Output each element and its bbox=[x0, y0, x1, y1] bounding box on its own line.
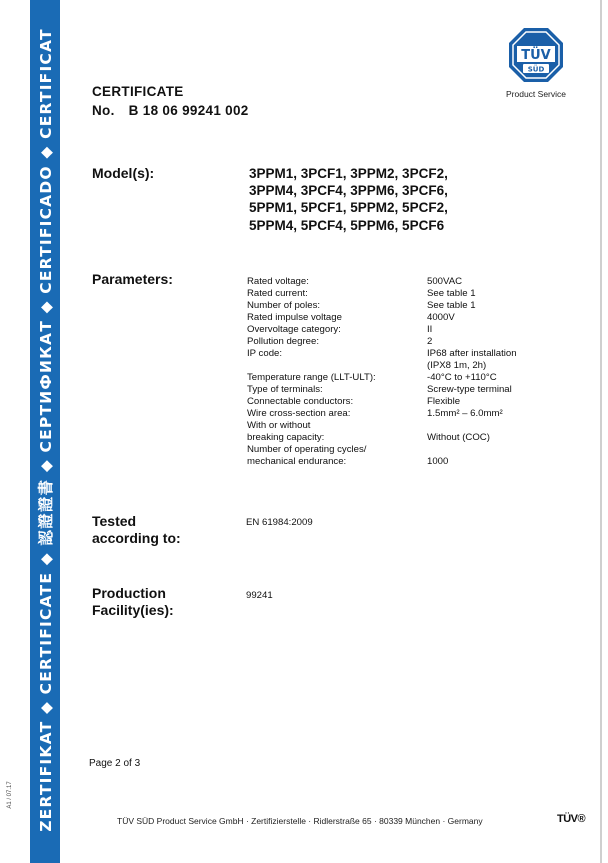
form-code: A1 / 07.17 bbox=[7, 781, 13, 809]
parameter-names bbox=[247, 276, 422, 468]
logo-caption: Product Service bbox=[506, 89, 566, 99]
parameter-name: Rated voltage: bbox=[247, 276, 309, 287]
parameter-value: 2 bbox=[427, 336, 433, 347]
parameter-value: Without (COC) bbox=[427, 432, 490, 443]
certificate-number-line bbox=[92, 103, 249, 118]
parameter-name bbox=[247, 360, 422, 372]
models-list bbox=[249, 165, 448, 234]
parameter-name: Rated impulse voltage bbox=[247, 312, 342, 323]
certificate-number: B 18 06 99241 002 bbox=[128, 103, 249, 118]
models-line: 3PPM4, 3PCF4, 3PPM6, 3PCF6, bbox=[249, 183, 448, 199]
parameter-value: 500VAC bbox=[427, 276, 463, 287]
models-label: Model(s): bbox=[92, 165, 155, 181]
parameters-label: Parameters: bbox=[92, 271, 173, 287]
footer-address: TÜV SÜD Product Service GmbH · Zertifizierstelle · Ridlerstraße 65 · 80339 München · Germany bbox=[117, 816, 483, 826]
tested-label-line1: Tested bbox=[92, 513, 137, 529]
parameter-name: Temperature range (LLT-ULT): bbox=[247, 372, 376, 383]
tested-label-line2: according to: bbox=[92, 530, 181, 546]
parameter-value bbox=[427, 420, 577, 432]
logo-sub-text: SÜD bbox=[527, 65, 545, 74]
parameter-value: 1.5mm² – 6.0mm² bbox=[427, 408, 503, 419]
models-line: 5PPM1, 5PCF1, 5PPM2, 5PCF2, bbox=[249, 200, 448, 216]
parameter-value: See table 1 bbox=[427, 288, 476, 299]
parameter-name: Overvoltage category: bbox=[247, 324, 341, 335]
parameter-value: Flexible bbox=[427, 396, 461, 407]
parameter-name: Wire cross-section area: bbox=[247, 408, 351, 419]
parameter-name: Number of poles: bbox=[247, 300, 321, 311]
parameter-value: 4000V bbox=[427, 312, 455, 323]
models-line: 5PPM4, 5PCF4, 5PPM6, 5PCF6 bbox=[249, 217, 445, 233]
tested-label bbox=[92, 513, 181, 547]
parameter-value: Screw-type terminal bbox=[427, 384, 512, 395]
parameter-value: 1000 bbox=[427, 456, 449, 467]
parameter-value bbox=[427, 444, 577, 456]
parameter-values bbox=[427, 276, 577, 468]
certificate-number-label: No. bbox=[92, 103, 115, 118]
page-edge-rule bbox=[600, 0, 602, 863]
parameter-value: II bbox=[427, 324, 433, 335]
parameter-name: breaking capacity: bbox=[247, 432, 325, 443]
side-band-text: ZERTIFIKAT ◆ CERTIFICATE ◆ 認證證書 ◆ СЕРТИФИКАТ ◆ CERTIFICADO ◆ CERTIFICAT bbox=[37, 28, 55, 832]
parameter-value: IP68 after installation bbox=[427, 348, 517, 359]
tested-standard: EN 61984:2009 bbox=[246, 517, 313, 528]
parameter-name: Type of terminals: bbox=[247, 384, 323, 395]
production-label-line1: Production bbox=[92, 585, 166, 601]
production-label-line2: Facility(ies): bbox=[92, 602, 174, 618]
parameter-name: Pollution degree: bbox=[247, 336, 320, 347]
models-line: 3PPM1, 3PCF1, 3PPM2, 3PCF2, bbox=[249, 166, 448, 181]
parameter-name: With or without bbox=[247, 420, 311, 431]
parameter-value: -40°C to +110°C bbox=[427, 372, 497, 383]
footer-tuv-mark: TÜV® bbox=[557, 813, 586, 825]
parameter-name: Number of operating cycles/ bbox=[247, 444, 367, 455]
logo-brand-text: TÜV bbox=[521, 48, 551, 63]
certificate-title: CERTIFICATE bbox=[92, 84, 184, 99]
parameter-name: Connectable conductors: bbox=[247, 396, 354, 407]
production-label bbox=[92, 585, 174, 619]
page-number: Page 2 of 3 bbox=[89, 758, 141, 769]
parameter-value: See table 1 bbox=[427, 300, 476, 311]
parameter-name: Rated current: bbox=[247, 288, 308, 299]
parameter-name: IP code: bbox=[247, 348, 283, 359]
tuv-sud-logo-icon bbox=[507, 26, 565, 84]
production-facility: 99241 bbox=[246, 590, 273, 601]
parameter-value: (IPX8 1m, 2h) bbox=[427, 360, 487, 371]
parameter-name: mechanical endurance: bbox=[247, 456, 347, 467]
